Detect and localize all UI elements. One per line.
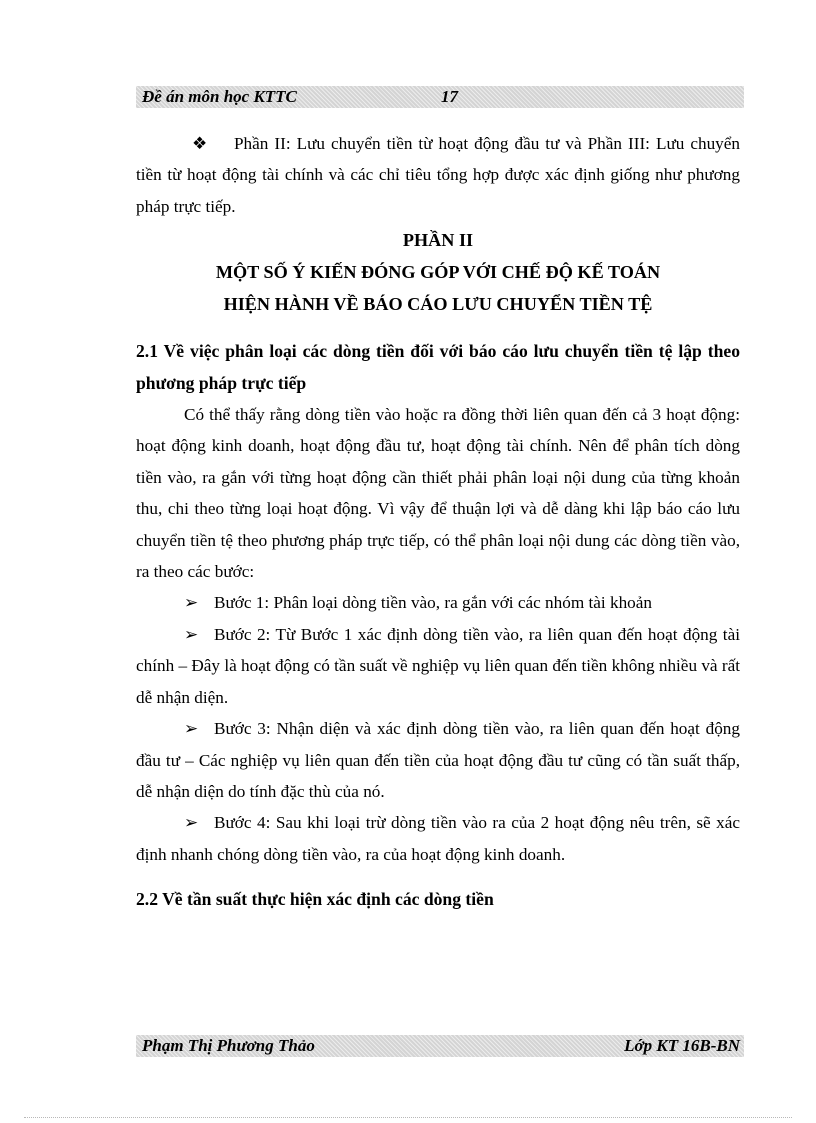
header-title: Đề án môn học KTTC [142, 87, 297, 106]
step-text: Bước 1: Phân loại dòng tiền vào, ra gắn với các nhóm tài khoản [214, 593, 652, 613]
intro-paragraph [136, 128, 740, 222]
step-item [136, 587, 740, 618]
page-footer [136, 1035, 744, 1057]
page-header [136, 86, 744, 108]
arrowhead-bullet-icon: ➢ [184, 719, 199, 739]
arrowhead-bullet-icon: ➢ [184, 813, 199, 833]
diamond-cluster-bullet-icon: ❖ [192, 134, 208, 153]
part-label: PHẦN II [402, 230, 474, 251]
section-2-1-paragraph: Có thể thấy rằng dòng tiền vào hoặc ra đồng thời liên quan đến cả 3 hoạt động: hoạt động kinh doanh, hoạt động đầu tư, hoạt động tài chính. Nên để phân tích dòng tiền vào, ra gắn với từng hoạt động cần thiết phải phân loại nội dung của từng khoản thu, chi theo từng loại hoạt động. Vì vậy để thuận lợi và dễ dàng khi lập báo cáo lưu chuyển tiền tệ theo phương pháp trực tiếp, có thể phân loại nội dung các dòng tiền vào, ra theo các bước: [136, 405, 740, 582]
section-2-1-heading: 2.1 Về việc phân loại các dòng tiền đối với báo cáo lưu chuyển tiền tệ lập theo phương pháp trực tiếp [136, 341, 740, 393]
document-body [136, 128, 740, 916]
step-text: Bước 4: Sau khi loại trừ dòng tiền vào ra của 2 hoạt động nêu trên, sẽ xác định nhanh chóng dòng tiền vào, ra của hoạt động kinh doanh. [136, 813, 740, 864]
section-2-2-heading: 2.2 Về tần suất thực hiện xác định các dòng tiền [136, 889, 494, 910]
arrowhead-bullet-icon: ➢ [184, 624, 199, 644]
part-title-line-1: MỘT SỐ Ý KIẾN ĐÓNG GÓP VỚI CHẾ ĐỘ KẾ TOÁN [215, 262, 661, 283]
footer-class: Lớp KT 16B-BN [624, 1036, 740, 1055]
intro-text: Phần II: Lưu chuyển tiền từ hoạt động đầu tư và Phần III: Lưu chuyển tiền từ hoạt động tài chính và các chỉ tiêu tổng hợp được xác định giống như phương pháp trực tiếp. [136, 134, 740, 216]
page-border-divider [24, 1117, 792, 1118]
page-number: 17 [441, 87, 458, 106]
step-text: Bước 2: Từ Bước 1 xác định dòng tiền vào, ra liên quan đến hoạt động tài chính – Đây là hoạt động có tần suất về nghiệp vụ liên quan đến tiền không nhiều và rất dễ nhận diện. [136, 624, 740, 707]
step-item [136, 713, 740, 807]
arrowhead-bullet-icon: ➢ [184, 593, 199, 613]
step-text: Bước 3: Nhận diện và xác định dòng tiền vào, ra liên quan đến hoạt động đầu tư – Các nghiệp vụ liên quan đến tiền của hoạt động đầu tư cũng có tần suất thấp, dễ nhận diện do tính đặc thù của nó. [136, 719, 740, 801]
step-item [136, 619, 740, 713]
part-title-line-2: HIỆN HÀNH VỀ BÁO CÁO LƯU CHUYỂN TIỀN TỆ [223, 294, 653, 315]
footer-author: Phạm Thị Phương Thảo [142, 1036, 315, 1055]
step-item [136, 807, 740, 870]
